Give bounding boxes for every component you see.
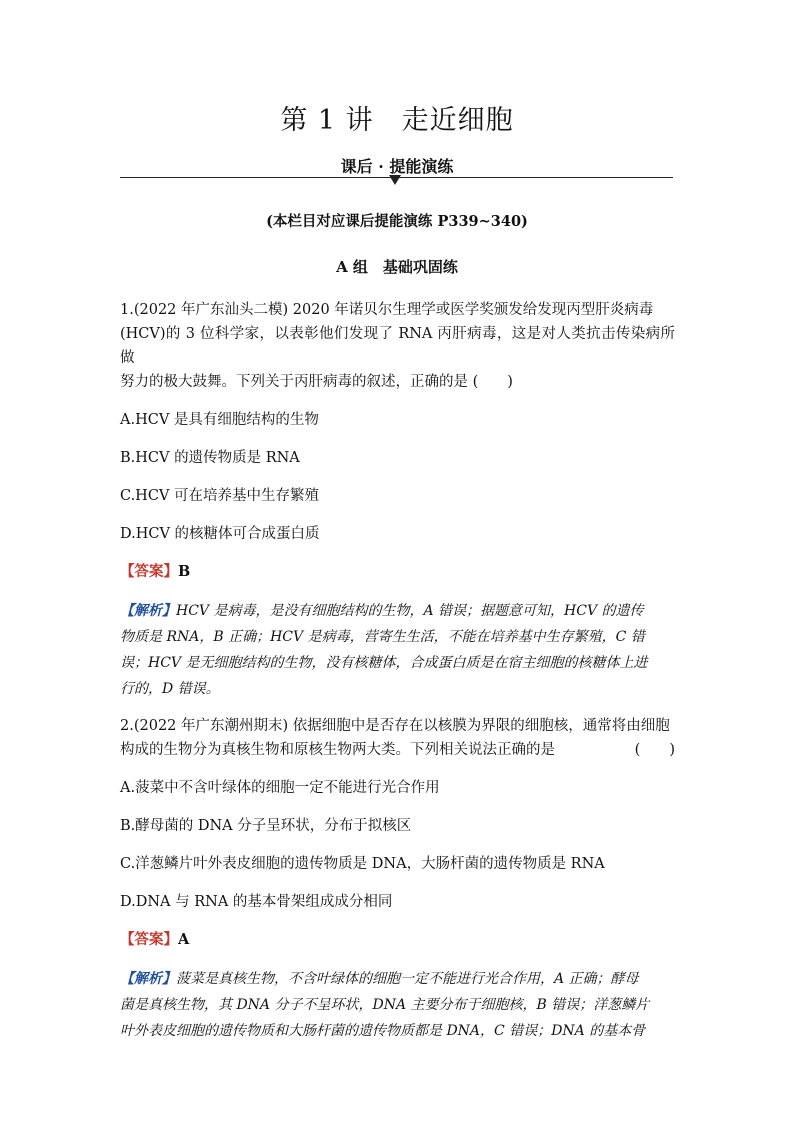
question-1-option-b: B.HCV 的遗传物质是 RNA: [120, 450, 300, 466]
question-2-option-b: B.酵母菌的 DNA 分子呈环状，分布于拟核区: [120, 818, 412, 834]
section-subtitle: 课后 · 提能演练: [340, 157, 454, 176]
question-2-stem-line-2: [120, 738, 675, 762]
question-1-option-c: C.HCV 可在培养基中生存繁殖: [120, 488, 320, 504]
question-1-stem-line-1: 1.(2022 年广东汕头二模) 2020 年诺贝尔生理学或医学奖颁发给发现丙型肝炎病毒: [120, 302, 654, 318]
analysis-line: 物质是 RNA，B 正确；HCV 是病毒，营寄生生活，不能在培养基中生存繁殖，C 错: [120, 629, 645, 645]
question-2-analysis: [120, 966, 675, 1044]
question-2-answer: [120, 928, 675, 952]
question-2-stem-line-1: 2.(2022 年广东潮州期末) 依据细胞中是否存在以核膜为界限的细胞核，通常将由细胞: [120, 718, 670, 734]
answer-value: B: [178, 563, 191, 580]
answer-value: A: [178, 931, 190, 948]
question-1-option-d: D.HCV 的核糖体可合成蛋白质: [120, 526, 320, 542]
question-2-option-a: A.菠菜中不含叶绿体的细胞一定不能进行光合作用: [120, 780, 440, 796]
page-reference-note: (本栏目对应课后提能演练 P339~340): [266, 213, 528, 230]
answer-blank: ( ): [634, 742, 675, 758]
answer-tag: 【答案】: [120, 931, 178, 948]
analysis-line: 菠菜是真核生物，不含叶绿体的细胞一定不能进行光合作用，A 正确；酵母: [176, 971, 639, 987]
analysis-tag: 【解析】: [120, 971, 176, 987]
question-2-stem-text: 构成的生物分为真核生物和原核生物两大类。下列相关说法正确的是: [120, 742, 555, 758]
page-title: 第 1 讲 走近细胞: [280, 105, 514, 136]
question-1-stem-line-2: (HCV)的 3 位科学家，以表彰他们发现了 RNA 丙肝病毒，这是对人类抗击传染病所做: [120, 326, 675, 366]
analysis-line: 菌是真核生物，其 DNA 分子不呈环状，DNA 主要分布于细胞核，B 错误；洋葱鳞片: [120, 997, 650, 1013]
question-1-analysis: [120, 598, 675, 702]
question-1: [120, 298, 675, 702]
analysis-line: 误；HCV 是无细胞结构的生物，没有核糖体，合成蛋白质是在宿主细胞的核糖体上进: [120, 655, 648, 671]
analysis-line: HCV 是病毒，是没有细胞结构的生物，A 错误；据题意可知，HCV 的遗传: [176, 603, 644, 619]
analysis-line: 叶外表皮细胞的遗传物质和大肠杆菌的遗传物质都是 DNA，C 错误；DNA 的基本骨: [120, 1023, 646, 1039]
questions-content: [120, 298, 675, 1044]
question-1-stem-line-3: 努力的极大鼓舞。下列关于丙肝病毒的叙述，正确的是 ( ): [120, 374, 513, 390]
question-1-answer: [120, 560, 675, 584]
analysis-line: 行的，D 错误。: [120, 681, 220, 697]
question-1-option-a: A.HCV 是具有细胞结构的生物: [120, 412, 319, 428]
analysis-tag: 【解析】: [120, 603, 176, 619]
group-heading: A 组 基础巩固练: [336, 258, 458, 276]
question-2: [120, 714, 675, 1044]
triangle-down-icon: [389, 175, 401, 185]
question-2-option-d: D.DNA 与 RNA 的基本骨架组成成分相同: [120, 894, 393, 910]
question-2-option-c: C.洋葱鳞片叶外表皮细胞的遗传物质是 DNA，大肠杆菌的遗传物质是 RNA: [120, 856, 605, 872]
answer-tag: 【答案】: [120, 563, 178, 580]
